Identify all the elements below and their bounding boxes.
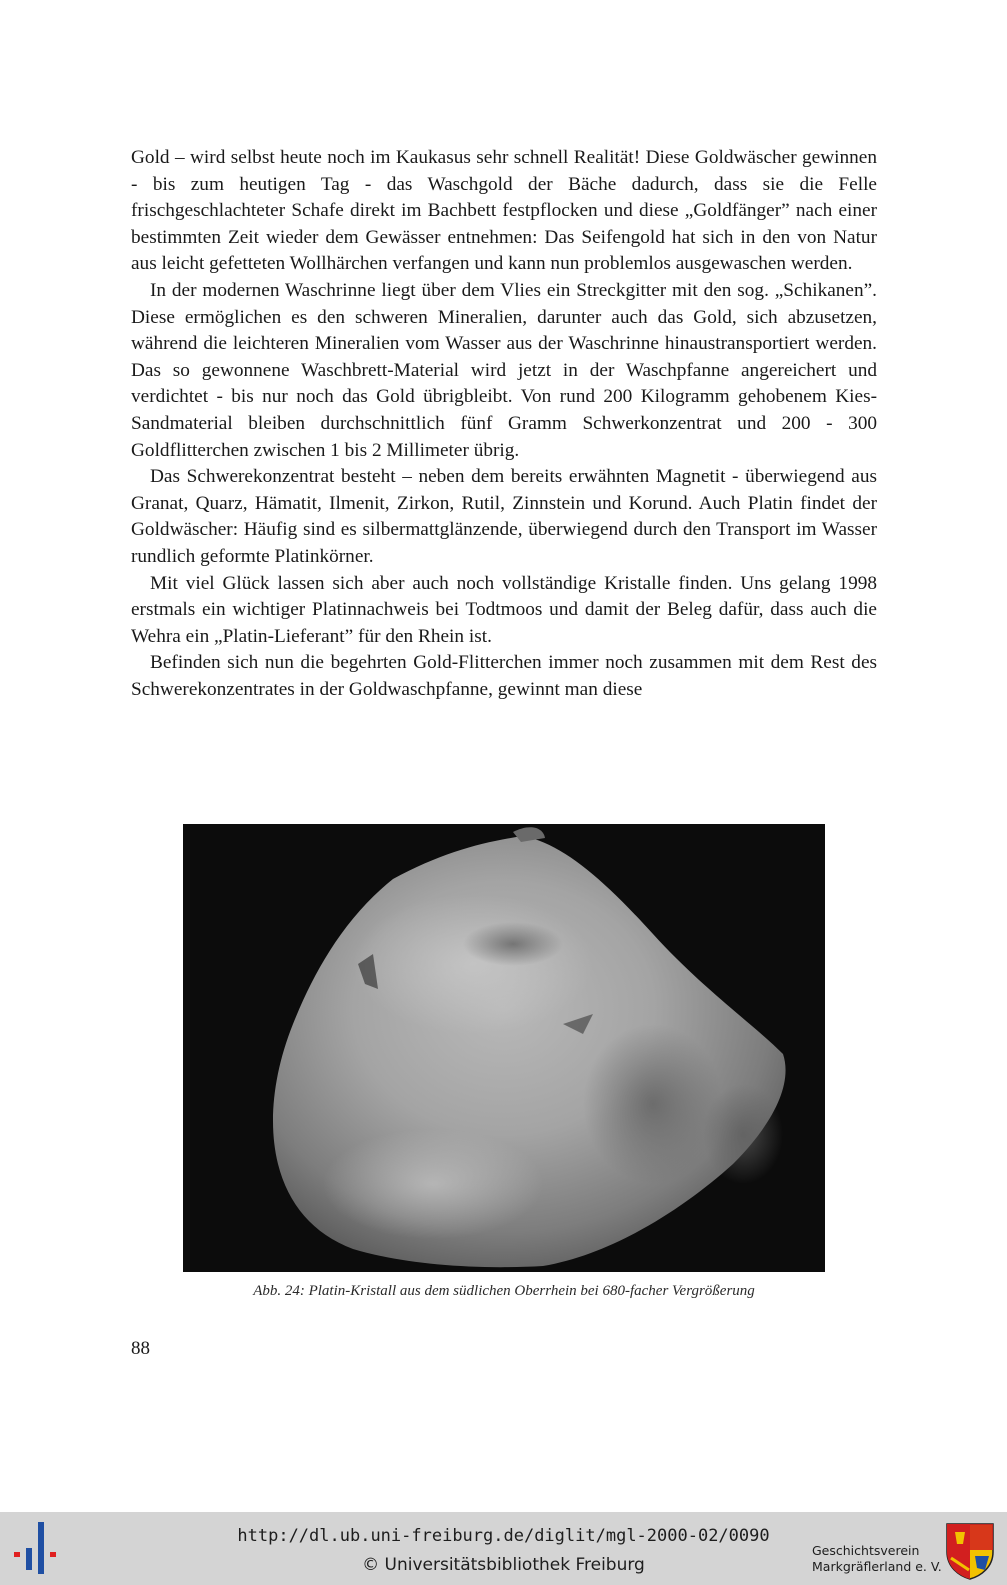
figure-caption: Abb. 24: Platin-Kristall aus dem südlichen Oberrhein bei 680-facher Vergrößerung [253,1283,755,1299]
paragraph-1: Gold – wird selbst heute noch im Kaukasus sehr schnell Realität! Diese Goldwäscher gewinnen - bis zum heutigen Tag - das Waschgold der Bäche dadurch, dass sie die Felle frischgeschlachteter Schafe direkt im Bachbett festpflocken und diese „Goldfänger” nach einer bestimmten Zeit wieder dem Gewässer entnehmen: Das Seifengold hat sich in den von Natur aus leicht gefetteten Wollhärchen verfangen und kann nun problemlos ausgewaschen werden. [131,147,877,275]
coat-of-arms-icon [945,1522,995,1580]
footer-copyright: © Universitätsbibliothek Freiburg [362,1555,645,1575]
footer-org-name [812,1543,942,1575]
paragraph-3: Das Schwerekonzentrat besteht – neben dem bereits erwähnten Magnetit - überwiegend aus Granat, Quarz, Hämatit, Ilmenit, Zirkon, Rutil, Zinnstein und Korund. Auch Platin findet der Goldwäscher: Häufig sind es silbermattglänzende, überwiegend durch den Transport im Wasser rundlich geformte Platinkörner. [131,466,877,567]
footer-url-link[interactable]: http://dl.ub.uni-freiburg.de/diglit/mgl-2000-02/0090 [237,1526,770,1546]
org-line-1: Geschichtsverein [812,1543,920,1558]
page-number: 88 [131,1338,150,1359]
footer-bar [0,1512,1007,1585]
paragraph-4: Mit viel Glück lassen sich aber auch noch vollständige Kristalle finden. Uns gelang 1998 erstmals ein wichtiger Platinnachweis bei Todtmoos und damit der Beleg dafür, dass auch die Wehra ein „Platin-Lieferant” für den Rhein ist. [131,572,877,647]
org-line-2: Markgräflerland e. V. [812,1559,942,1574]
crystal-image [183,824,825,1272]
platinum-crystal-photo [183,824,825,1272]
paragraph-5: Befinden sich nun die begehrten Gold-Flitterchen immer noch zusammen mit dem Rest des Schwerekonzentrates in der Goldwaschpfanne, gewinnt man diese [131,652,877,700]
body-text [131,145,877,703]
paragraph-2: In der modernen Waschrinne liegt über dem Vlies ein Streckgitter mit den sog. „Schikanen”. Diese ermöglichen es den schweren Mineralien, darunter auch das Gold, sich abzusetzen, während die leichteren Mineralien vom Wasser aus der Waschrinne hinaustransportiert werden. Das so gewonnene Waschbrett-Material wird jetzt in der Waschpfanne angereichert und verdichtet - bis nur noch das Gold übrigbleibt. Von rund 200 Kilogramm gehobenem Kies-Sandmaterial bleiben durchschnittlich fünf Gramm Schwerkonzentrat und 200 - 300 Goldflitterchen zwischen 1 bis 2 Millimeter übrig. [131,279,877,461]
